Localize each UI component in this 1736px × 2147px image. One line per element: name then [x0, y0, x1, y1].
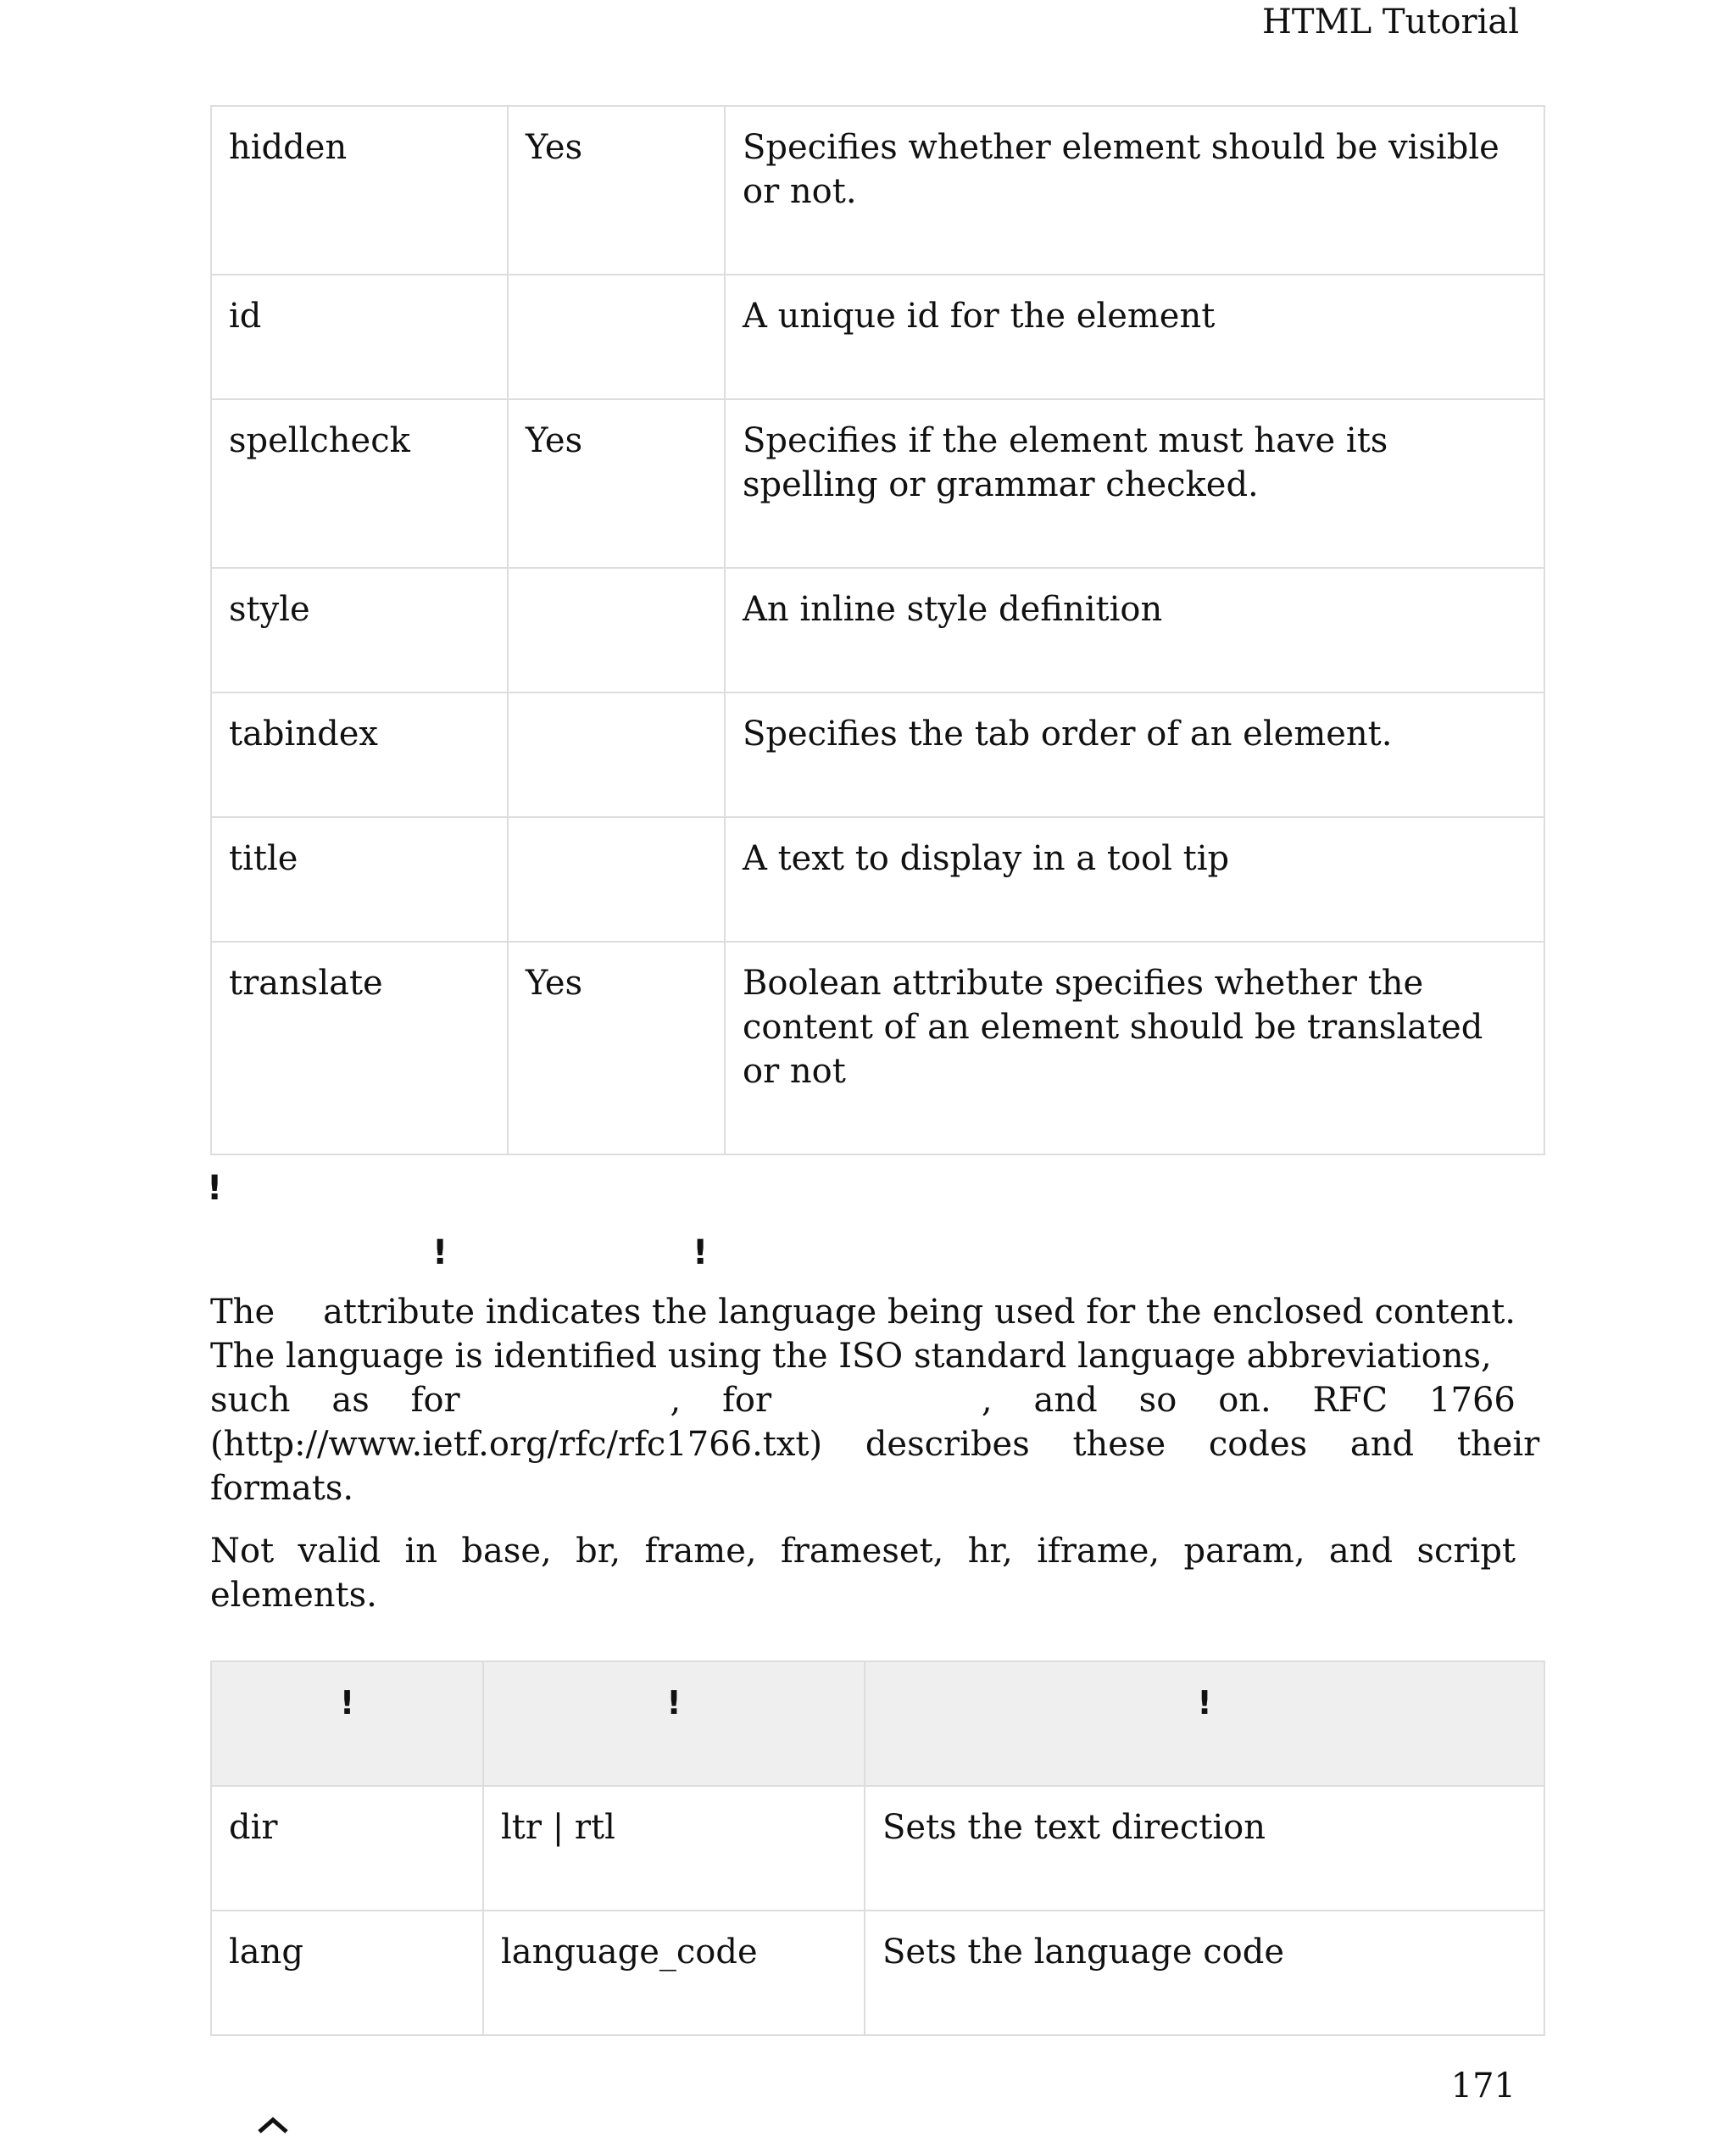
attribute-cell: hidden — [211, 106, 508, 275]
description-cell: Specifies if the element must have its spelling or grammar checked. — [725, 399, 1544, 568]
column-header: ! — [483, 1661, 865, 1786]
text-fragment: (http://www.ietf.org/rfc/rfc1766.txt) describes these codes and their — [210, 1425, 1540, 1464]
paragraph-line — [210, 1378, 1516, 1422]
description-cell: A unique id for the element — [725, 275, 1544, 399]
missing-word-gap — [502, 1378, 629, 1422]
table-header-row — [211, 1661, 1544, 1786]
missing-word-gap — [813, 1378, 940, 1422]
text-fragment: The language is identified using the ISO standard language abbreviations, — [210, 1337, 1492, 1376]
missing-glyph-marker: ! — [693, 1233, 709, 1272]
attribute-cell: dir — [211, 1786, 483, 1911]
running-header: HTML Tutorial — [1262, 3, 1519, 42]
paragraph-line — [210, 1334, 1516, 1378]
paragraph-line — [210, 1290, 1516, 1334]
text-word: on. — [1218, 1381, 1271, 1420]
attribute-cell: tabindex — [211, 692, 508, 817]
description-cell: An inline style definition — [725, 568, 1544, 692]
attribute-cell: lang — [211, 1911, 483, 2035]
attribute-cell: style — [211, 568, 508, 692]
text-word: for — [410, 1381, 460, 1420]
table-row — [211, 275, 1544, 399]
text-word: , — [981, 1381, 993, 1420]
new-cell: Yes — [508, 942, 725, 1154]
table-row — [211, 817, 1544, 942]
lang-paragraph — [210, 1290, 1540, 1510]
table-row — [211, 942, 1544, 1154]
column-header: ! — [211, 1661, 483, 1786]
text-word: such — [210, 1381, 291, 1420]
new-cell — [508, 568, 725, 692]
validity-note: Not valid in base, br, frame, frameset, hr, iframe, param, and script elements. — [210, 1532, 1516, 1615]
text-word: RFC — [1312, 1381, 1388, 1420]
missing-glyph-marker: ! — [432, 1233, 448, 1272]
new-cell — [508, 275, 725, 399]
table-row — [211, 692, 1544, 817]
paragraph-line — [210, 1422, 1540, 1466]
table-row — [211, 399, 1544, 568]
new-cell — [508, 692, 725, 817]
text-fragment: formats. — [210, 1469, 354, 1508]
attribute-cell: translate — [211, 942, 508, 1154]
table-row — [211, 1786, 1544, 1911]
page-number: 171 — [1450, 2066, 1516, 2105]
text-word: as — [331, 1381, 370, 1420]
attribute-cell: title — [211, 817, 508, 942]
description-cell: A text to display in a tool tip — [725, 817, 1544, 942]
table-row — [211, 1911, 1544, 2035]
description-cell: Specifies the tab order of an element. — [725, 692, 1544, 817]
value-cell: language_code — [483, 1911, 865, 2035]
table-row — [211, 106, 1544, 275]
description-cell: Sets the language code — [865, 1911, 1544, 2035]
table-row — [211, 568, 1544, 692]
new-cell: Yes — [508, 399, 725, 568]
text-word: , — [670, 1381, 682, 1420]
column-header: ! — [865, 1661, 1544, 1786]
text-word: and — [1033, 1381, 1098, 1420]
missing-word-gap — [275, 1290, 323, 1334]
chevron-up-icon — [256, 2113, 290, 2147]
text-word: 1766 — [1429, 1381, 1516, 1420]
language-attributes-table — [210, 1660, 1545, 2036]
text-word: for — [722, 1381, 772, 1420]
missing-glyph-marker: ! — [207, 1169, 223, 1208]
attributes-table — [210, 105, 1545, 1155]
attribute-cell: spellcheck — [211, 399, 508, 568]
description-cell: Sets the text direction — [865, 1786, 1544, 1911]
new-cell: Yes — [508, 106, 725, 275]
value-cell: ltr | rtl — [483, 1786, 865, 1911]
text-word: so — [1138, 1381, 1177, 1420]
new-cell — [508, 817, 725, 942]
text-fragment: The — [210, 1293, 275, 1332]
paragraph-line — [210, 1466, 1516, 1510]
description-cell: Boolean attribute specifies whether the content of an element should be translated or not — [725, 942, 1544, 1154]
attribute-cell: id — [211, 275, 508, 399]
description-cell: Specifies whether element should be visible or not. — [725, 106, 1544, 275]
text-fragment: attribute indicates the language being used for the enclosed content. — [323, 1293, 1516, 1332]
